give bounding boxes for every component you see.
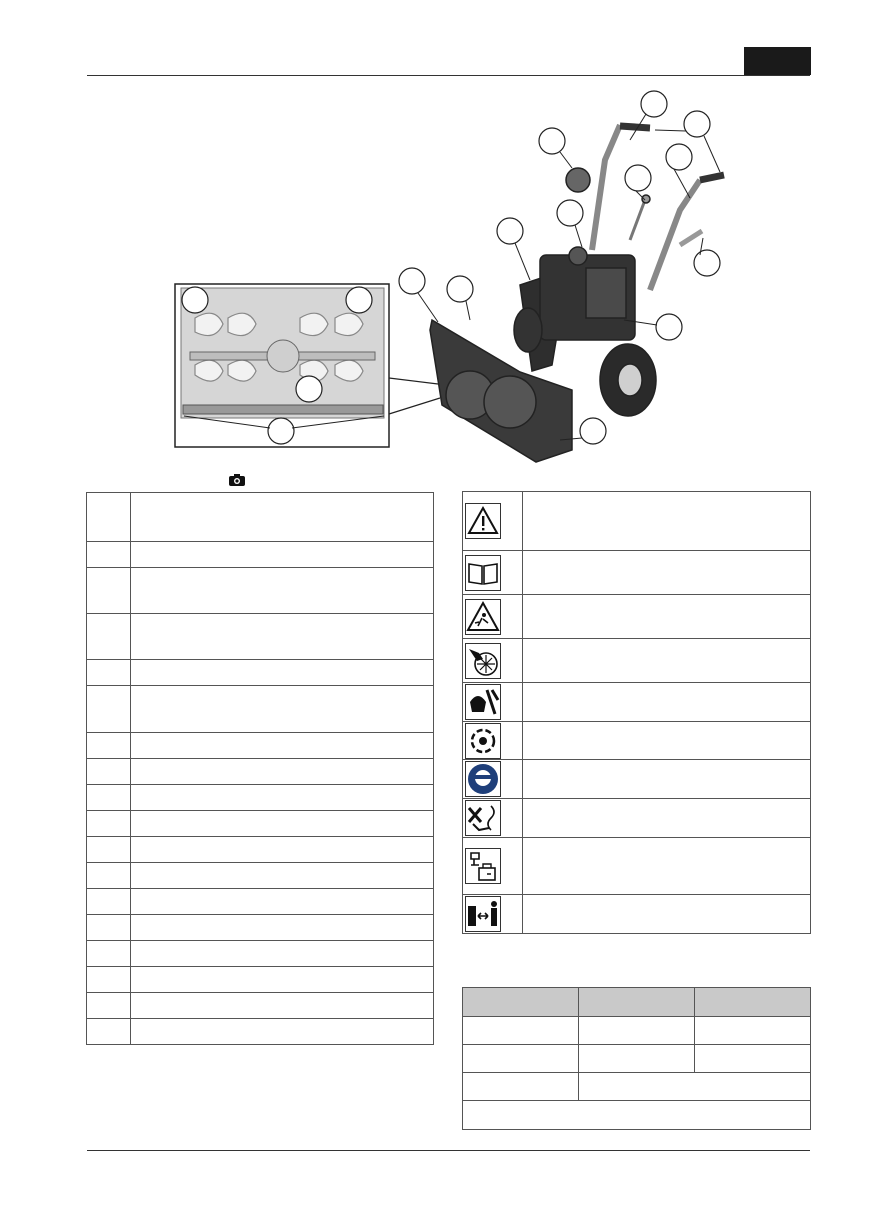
scraper-bar xyxy=(183,405,383,414)
part-number xyxy=(87,915,131,941)
part-description xyxy=(130,889,433,915)
table-cell xyxy=(463,1017,579,1045)
part-description xyxy=(130,837,433,863)
table-row xyxy=(87,863,434,889)
part-description xyxy=(130,614,433,660)
callout-marker xyxy=(399,268,425,294)
part-description xyxy=(130,759,433,785)
safety-symbols-table xyxy=(462,491,811,934)
part-description xyxy=(130,493,433,542)
part-number xyxy=(87,993,131,1019)
column-header xyxy=(579,988,695,1017)
table-row xyxy=(87,686,434,733)
part-description xyxy=(130,811,433,837)
fuel-cap xyxy=(569,247,587,265)
footer-rule xyxy=(87,1150,810,1151)
symbol-description xyxy=(522,492,810,551)
table-cell xyxy=(579,1017,695,1045)
symbol-description xyxy=(522,895,810,934)
symbol-description xyxy=(522,683,810,722)
table-cell xyxy=(463,1045,579,1073)
table-row xyxy=(463,722,811,760)
symbol-description xyxy=(522,760,810,799)
part-number xyxy=(87,614,131,660)
table-row xyxy=(87,733,434,759)
part-number xyxy=(87,733,131,759)
table-row xyxy=(87,915,434,941)
table-row xyxy=(87,1019,434,1045)
part-number xyxy=(87,660,131,686)
part-description xyxy=(130,686,433,733)
part-number xyxy=(87,889,131,915)
table-cell xyxy=(463,1073,579,1101)
foot-auger-hazard-icon xyxy=(465,684,501,720)
symbol-description xyxy=(522,595,810,639)
table-row xyxy=(87,941,434,967)
table-header-row xyxy=(463,988,811,1017)
part-description xyxy=(130,785,433,811)
table-row xyxy=(87,967,434,993)
hand-auger-hazard-icon xyxy=(465,643,501,679)
table-row xyxy=(87,811,434,837)
part-number xyxy=(87,811,131,837)
column-header xyxy=(463,988,579,1017)
callout-marker xyxy=(694,250,720,276)
part-description xyxy=(130,915,433,941)
table-row xyxy=(87,993,434,1019)
callout-marker xyxy=(684,111,710,137)
part-description xyxy=(130,993,433,1019)
part-number xyxy=(87,759,131,785)
part-number xyxy=(87,837,131,863)
table-row xyxy=(87,837,434,863)
table-row xyxy=(87,542,434,568)
symbol-description xyxy=(522,551,810,595)
part-number xyxy=(87,542,131,568)
table-row xyxy=(463,1101,811,1130)
table-row xyxy=(463,760,811,799)
part-description xyxy=(130,660,433,686)
callout-marker xyxy=(557,200,583,226)
eye-ear-protection-icon xyxy=(465,761,501,797)
table-cell xyxy=(695,1045,811,1073)
column-header xyxy=(695,988,811,1017)
table-cell xyxy=(579,1073,811,1101)
table-row xyxy=(463,639,811,683)
callout-marker xyxy=(346,287,372,313)
table-cell xyxy=(579,1045,695,1073)
callout-marker xyxy=(296,376,322,402)
callout-marker xyxy=(641,91,667,117)
table-row xyxy=(87,660,434,686)
table-row xyxy=(463,1073,811,1101)
part-number xyxy=(87,785,131,811)
warning-triangle-icon xyxy=(465,503,501,539)
part-description xyxy=(130,863,433,889)
symbol-description xyxy=(522,722,810,760)
table-row xyxy=(463,838,811,895)
callout-marker xyxy=(268,418,294,444)
snowblower-body xyxy=(430,125,724,462)
part-number xyxy=(87,1019,131,1045)
table-row xyxy=(87,785,434,811)
auger-gearbox xyxy=(267,340,299,372)
callout-marker xyxy=(656,314,682,340)
rotating-auger-icon xyxy=(465,723,501,759)
table-footer-cell xyxy=(463,1101,811,1130)
callout-marker xyxy=(182,287,208,313)
table-row xyxy=(463,551,811,595)
symbol-description xyxy=(522,799,810,838)
parts-legend-table xyxy=(86,492,434,1045)
table-row xyxy=(87,759,434,785)
symbol-description xyxy=(522,838,810,895)
part-description xyxy=(130,568,433,614)
callout-marker xyxy=(539,128,565,154)
part-number xyxy=(87,568,131,614)
technical-data-table xyxy=(462,987,811,1130)
callout-marker xyxy=(447,276,473,302)
callout-marker xyxy=(497,218,523,244)
left-handle xyxy=(592,125,620,250)
keep-distance-icon xyxy=(465,896,501,932)
callout-marker xyxy=(666,144,692,170)
callout-marker xyxy=(580,418,606,444)
table-row xyxy=(463,1017,811,1045)
part-description xyxy=(130,542,433,568)
part-description xyxy=(130,941,433,967)
keep-bystanders-away-icon xyxy=(465,800,501,836)
table-row xyxy=(87,614,434,660)
table-cell xyxy=(695,1017,811,1045)
part-number xyxy=(87,941,131,967)
table-row xyxy=(463,595,811,639)
part-number xyxy=(87,493,131,542)
table-row xyxy=(87,493,434,542)
part-number xyxy=(87,967,131,993)
symbol-description xyxy=(522,639,810,683)
read-manual-icon xyxy=(465,555,501,591)
snowblower-illustration xyxy=(0,0,873,480)
camera-icon xyxy=(229,474,245,486)
part-description xyxy=(130,967,433,993)
callout-marker xyxy=(625,165,651,191)
table-row xyxy=(463,799,811,838)
thrown-objects-warning-icon xyxy=(465,599,501,635)
part-number xyxy=(87,863,131,889)
table-row xyxy=(87,889,434,915)
disconnect-spark-plug-icon xyxy=(465,848,501,884)
table-row xyxy=(463,492,811,551)
table-row xyxy=(463,683,811,722)
chute-crank xyxy=(566,168,590,192)
part-description xyxy=(130,1019,433,1045)
table-row xyxy=(463,1045,811,1073)
part-number xyxy=(87,686,131,733)
table-row xyxy=(463,895,811,934)
part-description xyxy=(130,733,433,759)
table-row xyxy=(87,568,434,614)
